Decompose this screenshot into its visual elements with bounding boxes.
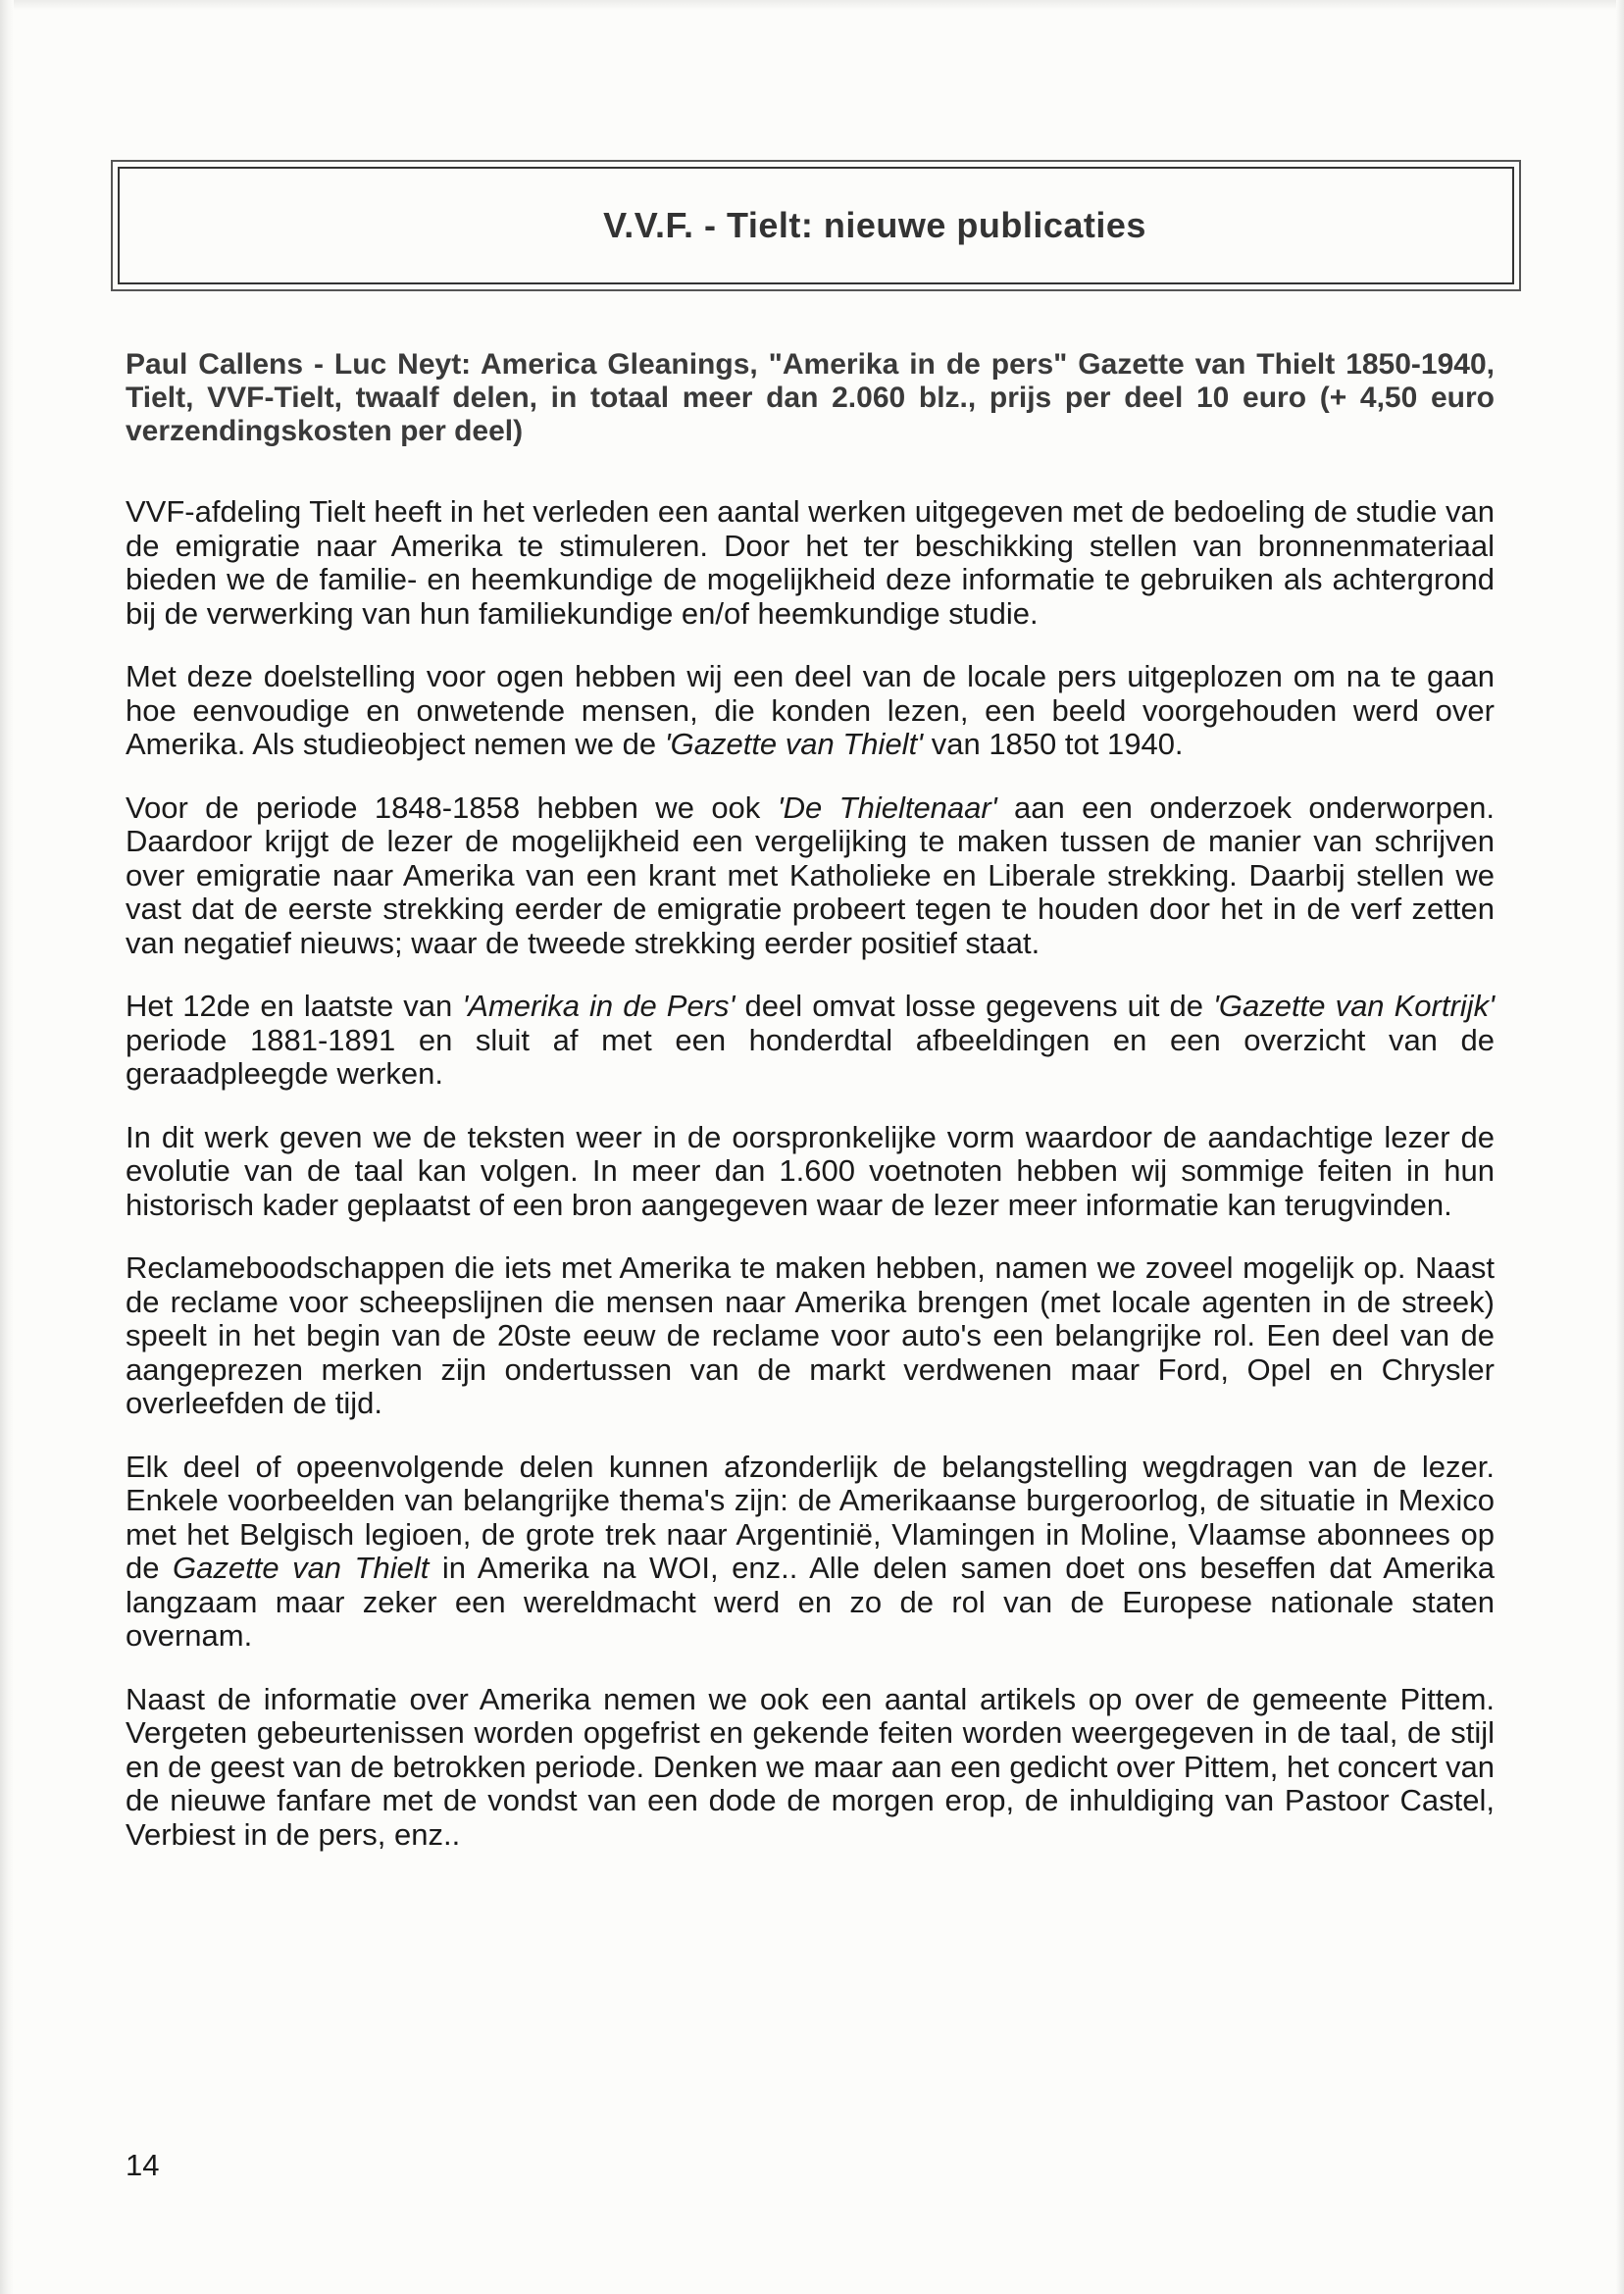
title-box [118,167,1514,284]
scan-edge-right [1616,0,1624,2294]
paragraph-text: Met deze doelstelling voor ogen hebben wij een deel van de locale pers uitgeplozen om na te gaan hoe eenvoudige en onwetende mensen, die konden lezen, een beeld voorgehouden werd over Amerika. Als studieobject nemen we de [126,659,1495,761]
paragraph-list [126,495,1495,1852]
paragraph-text: Naast de informatie over Amerika nemen we ook een aantal artikels op over de gemeente Pittem. Vergeten gebeurtenissen worden opgefrist en gekende feiten worden weergegeven in de taal, de stijl en de geest van de betrokken periode. Denken we maar aan een gedicht over Pittem, het concert van de nieuwe fanfare met de vondst van een dode de morgen erop, de inhuldiging van Pastoor Castel, Verbiest in de pers, enz.. [126,1681,1495,1852]
scan-edge-left [0,0,14,2294]
paragraph-text: aan een onderzoek onderworpen. Daardoor krijgt de lezer de mogelijkheid een vergelijking te maken tussen de manier van schrijven over emigratie naar Amerika van een krant met Katholieke en Liberale strekking. Daarbij stellen we vast dat de eerste strekking eerder de emigratie probeert tegen te houden door het in de verf zetten van negatief nieuws; waar de tweede strekking eerder positief staat. [126,790,1495,960]
page-title: V.V.F. - Tielt: nieuwe publicaties [603,205,1146,245]
page-number: 14 [126,2148,160,2182]
body-paragraph [126,1683,1495,1853]
paragraph-text: periode 1881-1891 en sluit af met een honderdtal afbeeldingen en een overzicht van de geraadpleegde werken. [126,1022,1495,1091]
paragraph-text: Voor de periode 1848-1858 hebben we ook [126,790,778,825]
italic-title-text: 'Amerika in de Pers' [462,989,736,1023]
paragraph-text: Reclameboodschappen die iets met Amerika te maken hebben, namen we zoveel mogelijk op. Naast de reclame voor scheepslijnen die mensen naar Amerika brengen (met locale agenten in de streek) speelt in het begin van de 20ste eeuw de reclame voor auto's een belangrijke rol. Een deel van de aangeprezen merken zijn ondertussen van de markt verdwenen maar Ford, Opel en Chrysler overleefden de tijd. [126,1250,1495,1420]
scan-edge-top [0,0,1624,10]
body-paragraph [126,1121,1495,1223]
article-body [126,348,1495,1881]
italic-title-text: Gazette van Thielt [173,1551,430,1585]
body-paragraph [126,990,1495,1092]
body-paragraph [126,1451,1495,1654]
body-paragraph [126,791,1495,961]
italic-title-text: 'Gazette van Thielt' [664,727,924,761]
paragraph-text: in Amerika na WOI, enz.. Alle delen samen doet ons beseffen dat Amerika langzaam maar zeker een wereldmacht werd en zo de rol van de Europese nationale staten overnam. [126,1551,1496,1653]
body-paragraph [126,1251,1495,1421]
paragraph-text: deel omvat losse gegevens uit de [735,989,1214,1023]
italic-title-text: 'De Thieltenaar' [777,790,997,825]
paragraph-text: Het 12de en laatste van [126,989,463,1023]
paragraph-text: van 1850 tot 1940. [923,727,1184,761]
bibliographic-entry: Paul Callens - Luc Neyt: America Gleanings, "Amerika in de pers" Gazette van Thielt 1850-1940, Tielt, VVF-Tielt, twaalf delen, in totaal meer dan 2.060 blz., prijs per deel 10 euro (+ 4,50 euro verzendingskosten per deel) [126,348,1495,447]
paragraph-text: In dit werk geven we de teksten weer in de oorspronkelijke vorm waardoor de aandachtige lezer de evolutie van de taal kan volgen. In meer dan 1.600 voetnoten hebben wij sommige feiten in hun historisch kader geplaatst of een bron aangegeven waar de lezer meer informatie kan terugvinden. [126,1119,1495,1222]
italic-title-text: 'Gazette van Kortrijk' [1213,989,1495,1023]
body-paragraph [126,495,1495,631]
paragraph-text: Elk deel of opeenvolgende delen kunnen afzonderlijk de belangstelling wegdragen van de lezer. Enkele voorbeelden van belangrijke thema's zijn: de Amerikaanse burgeroorlog, de situatie in Mexico met het Belgisch legioen, de grote trek naar Argentinië, Vlamingen in Moline, Vlaamse abonnees op de [126,1449,1495,1585]
paragraph-text: VVF-afdeling Tielt heeft in het verleden een aantal werken uitgegeven met de bedoeling de studie van de emigratie naar Amerika te stimuleren. Door het ter beschikking stellen van bronnenmateriaal bieden we de familie- en heemkundige de mogelijkheid deze informatie te gebruiken als achtergrond bij de verwerking van hun familiekundige en/of heemkundige studie. [126,494,1495,631]
body-paragraph [126,660,1495,762]
